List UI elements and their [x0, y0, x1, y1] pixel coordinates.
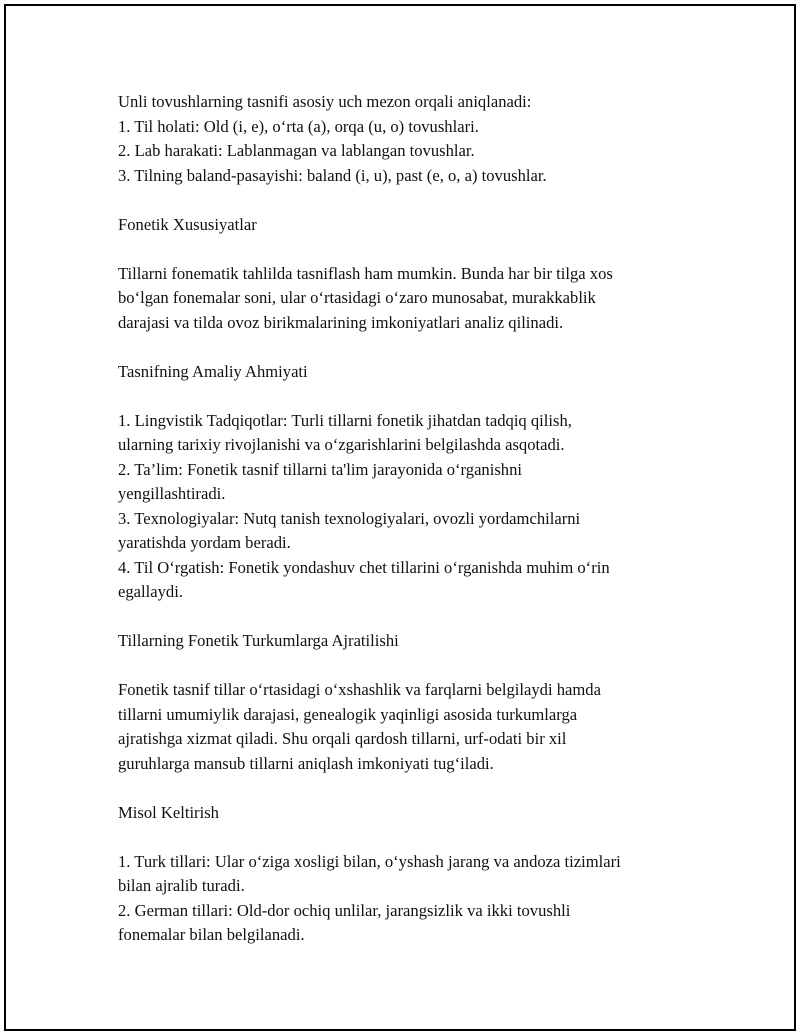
- list-line: bilan ajralib turadi.: [118, 876, 245, 895]
- paragraph-gap: [118, 605, 698, 630]
- paragraph-line: guruhlarga mansub tillarni aniqlash imkoniyati tug‘iladi.: [118, 753, 494, 773]
- list-line: 4. Til O‘rgatish: Fonetik yondashuv chet tillarini o‘rganishda muhim o‘rin: [118, 557, 610, 577]
- intro-line: 3. Tilning baland-pasayishi: baland (i, u), past (e, o, a) tovushlar.: [118, 165, 547, 185]
- paragraph-line: tillarni umumiylik darajasi, genealogik yaqinligi asosida turkumlarga: [118, 704, 578, 724]
- intro-line: 2. Lab harakati: Lablanmagan va lablangan tovushlar.: [118, 141, 475, 160]
- paragraph-line: darajasi va tilda ovoz birikmalarining imkoniyatlari analiz qilinadi.: [118, 312, 564, 332]
- section-heading: Tillarning Fonetik Turkumlarga Ajratilishi: [118, 631, 399, 650]
- list-line: 3. Texnologiyalar: Nutq tanish texnologiyalari, ovozli yordamchilarni: [118, 508, 581, 528]
- intro-paragraph: [118, 90, 698, 188]
- paragraph-gap: [118, 188, 698, 213]
- paragraph-line: bo‘lgan fonemalar soni, ular o‘rtasidagi o‘zaro munosabat, murakkablik: [118, 288, 596, 307]
- paragraph-gap: [118, 335, 698, 360]
- list-line: 2. German tillari: Old-dor ochiq unlilar, jarangsizlik va ikki tovushli: [118, 900, 571, 920]
- section4-list: [118, 850, 698, 948]
- paragraph-line: Fonetik tasnif tillar o‘rtasidagi o‘xshashlik va farqlarni belgilaydi hamda: [118, 680, 601, 699]
- section1-paragraph: [118, 262, 698, 336]
- list-line: yaratishda yordam beradi.: [118, 533, 291, 552]
- list-line: egallaydi.: [118, 582, 183, 601]
- document-body: [118, 90, 698, 948]
- section3-paragraph: [118, 678, 698, 776]
- list-line: 1. Lingvistik Tadqiqotlar: Turli tillarni fonetik jihatdan tadqiq qilish,: [118, 410, 572, 430]
- section-heading: Misol Keltirish: [118, 802, 219, 822]
- intro-line: 1. Til holati: Old (i, e), o‘rta (a), orqa (u, o) tovushlari.: [118, 116, 479, 136]
- paragraph-gap: [118, 654, 698, 679]
- paragraph-line: ajratishga xizmat qiladi. Shu orqali qardosh tillarni, urf-odati bir xil: [118, 729, 567, 748]
- paragraph-gap: [118, 384, 698, 409]
- paragraph-gap: [118, 237, 698, 262]
- list-line: 2. Ta’lim: Fonetik tasnif tillarni ta'lim jarayonida o‘rganishni: [118, 459, 523, 479]
- list-line: ularning tarixiy rivojlanishi va o‘zgarishlarini belgilashda asqotadi.: [118, 435, 565, 454]
- list-line: yengillashtiradi.: [118, 484, 226, 503]
- section2-list: [118, 409, 698, 605]
- paragraph-gap: [118, 776, 698, 801]
- paragraph-line: Tillarni fonematik tahlilda tasniflash ham mumkin. Bunda har bir tilga xos: [118, 263, 613, 283]
- intro-line: Unli tovushlarning tasnifi asosiy uch mezon orqali aniqlanadi:: [118, 92, 532, 111]
- list-line: 1. Turk tillari: Ular o‘ziga xosligi bilan, o‘yshash jarang va andoza tizimlari: [118, 851, 621, 871]
- paragraph-gap: [118, 825, 698, 850]
- section-heading: Fonetik Xususiyatlar: [118, 214, 257, 234]
- section-heading: Tasnifning Amaliy Ahmiyati: [118, 361, 308, 381]
- list-line: fonemalar bilan belgilanadi.: [118, 925, 305, 944]
